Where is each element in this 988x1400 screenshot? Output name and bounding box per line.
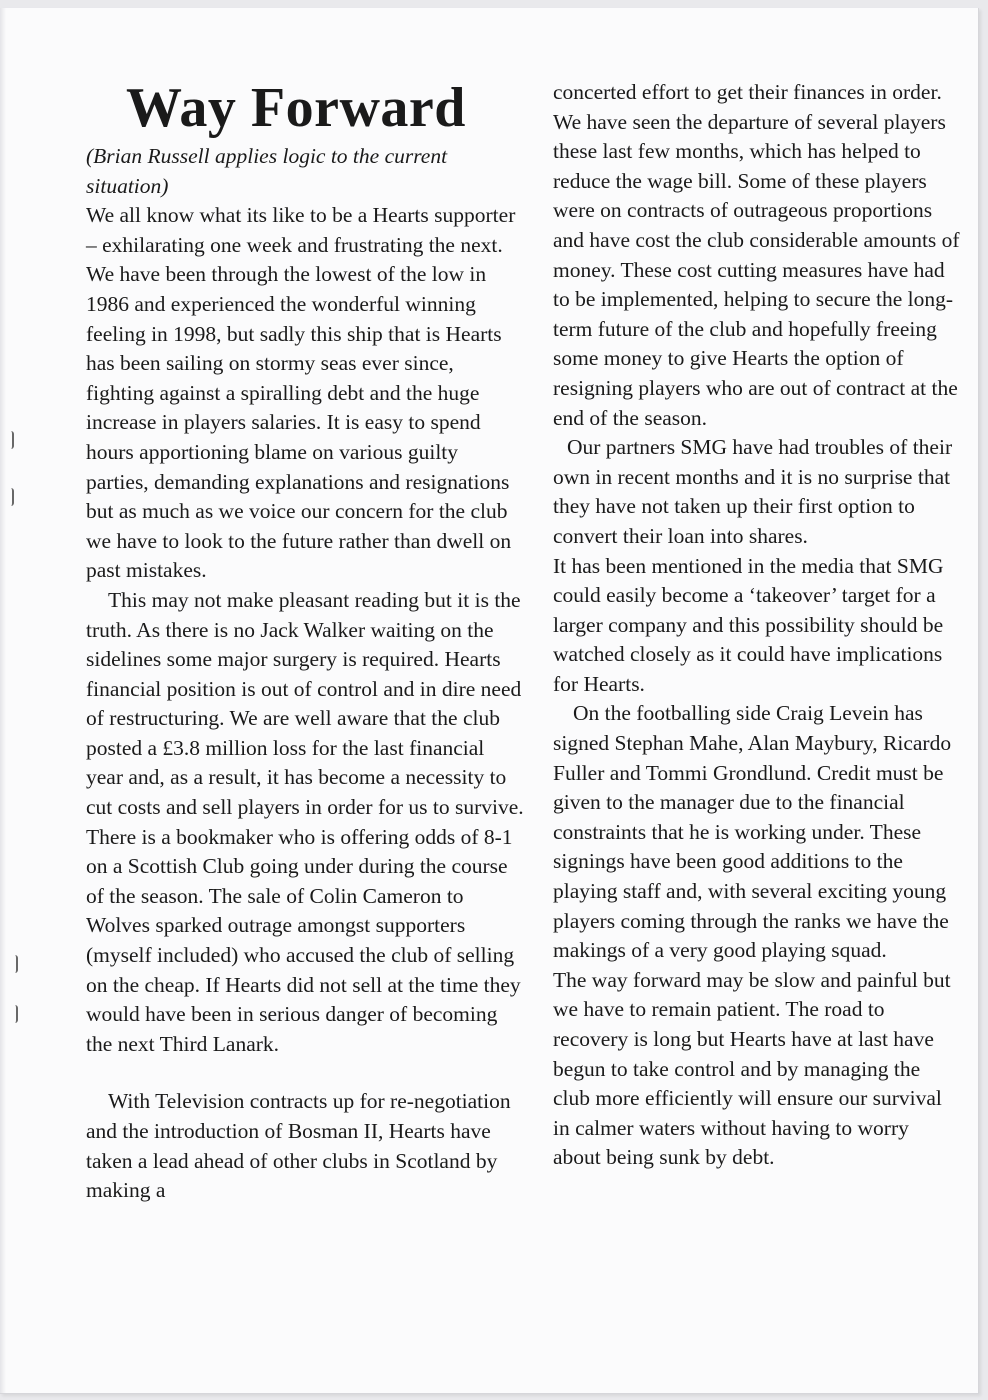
paragraph: It has been mentioned in the media that SMG could easily become a ‘takeover’ target for a larger company and this possibility should be watched closely as it could have implications for Hearts. <box>553 553 944 696</box>
paragraph: On the footballing side Craig Levein has signed Stephan Mahe, Alan Maybury, Ricardo Fuller and Tommi Grondlund. Credit must be given to the manager due to the financial constraints that he is working under. These signings have been good additions to the playing staff and, with several exciting young players coming through the ranks we have the makings of a very good playing squad. <box>553 701 952 963</box>
paragraph: With Television contracts up for re-negotiation and the introduction of Bosman II, Hearts have taken a lead ahead of other clubs in Scotland by making a <box>86 1089 511 1203</box>
paragraph: Our partners SMG have had troubles of their own in recent months and it is no surprise that they have not taken up their first option to convert their loan into shares. <box>553 435 953 548</box>
page-sheet <box>0 8 979 1394</box>
staple-mark <box>8 431 14 449</box>
staple-mark <box>12 955 18 973</box>
article-byline: (Brian Russell applies logic to the current situation) <box>86 144 448 198</box>
paragraph: We all know what its like to be a Hearts supporter – exhilarating one week and frustrating the next. We have been through the lowest of the low in 1986 and experienced the wonderful winning feeling in 1998, but sadly this ship that is Hearts has been sailing on stormy seas ever since, fighting against a spiralling debt and the huge increase in players salaries. It is easy to spend hours apportioning blame on various guilty parties, demanding explanations and resignations but as much as we voice our concern for the club we have to look to the future rather than dwell on past mistakes. <box>86 203 516 583</box>
left-column <box>86 78 526 1206</box>
paragraph: concerted effort to get their finances in order. We have seen the departure of several players these last few months, which has helped to reduce the wage bill. Some of these players were on contracts of outrageous proportions and have cost the club considerable amounts of money. These cost cutting measures have had to be implemented, helping to secure the long-term future of the club and hopefully freeing some money to give Hearts the option of resigning players who are out of contract at the end of the season. <box>553 80 960 430</box>
paragraph: This may not make pleasant reading but it is the truth. As there is no Jack Walker waiting on the sidelines some major surgery is required. Hearts financial position is out of control and in dire need of restructuring. We are well aware that the club posted a £3.8 million loss for the last financial year and, as a result, it has become a necessity to cut costs and sell players in order for us to survive. There is a bookmaker who is offering odds of 8-1 on a Scottish Club going under during the course of the season. The sale of Colin Cameron to Wolves sparked outrage amongst supporters (myself included) who accused the club of selling on the cheap. If Hearts did not sell at the time they would have been in serious danger of becoming the next Third Lanark. <box>86 587 524 1056</box>
staple-mark <box>12 1005 18 1023</box>
right-column <box>553 78 961 1173</box>
paragraph: The way forward may be slow and painful but we have to remain patient. The road to recovery is long but Hearts have at last have begun to take control and by managing the club more efficiently will ensure our survival in calmer waters without having to worry about being sunk by debt. <box>553 967 951 1170</box>
article-title: Way Forward <box>126 77 466 139</box>
staple-mark <box>8 488 14 506</box>
